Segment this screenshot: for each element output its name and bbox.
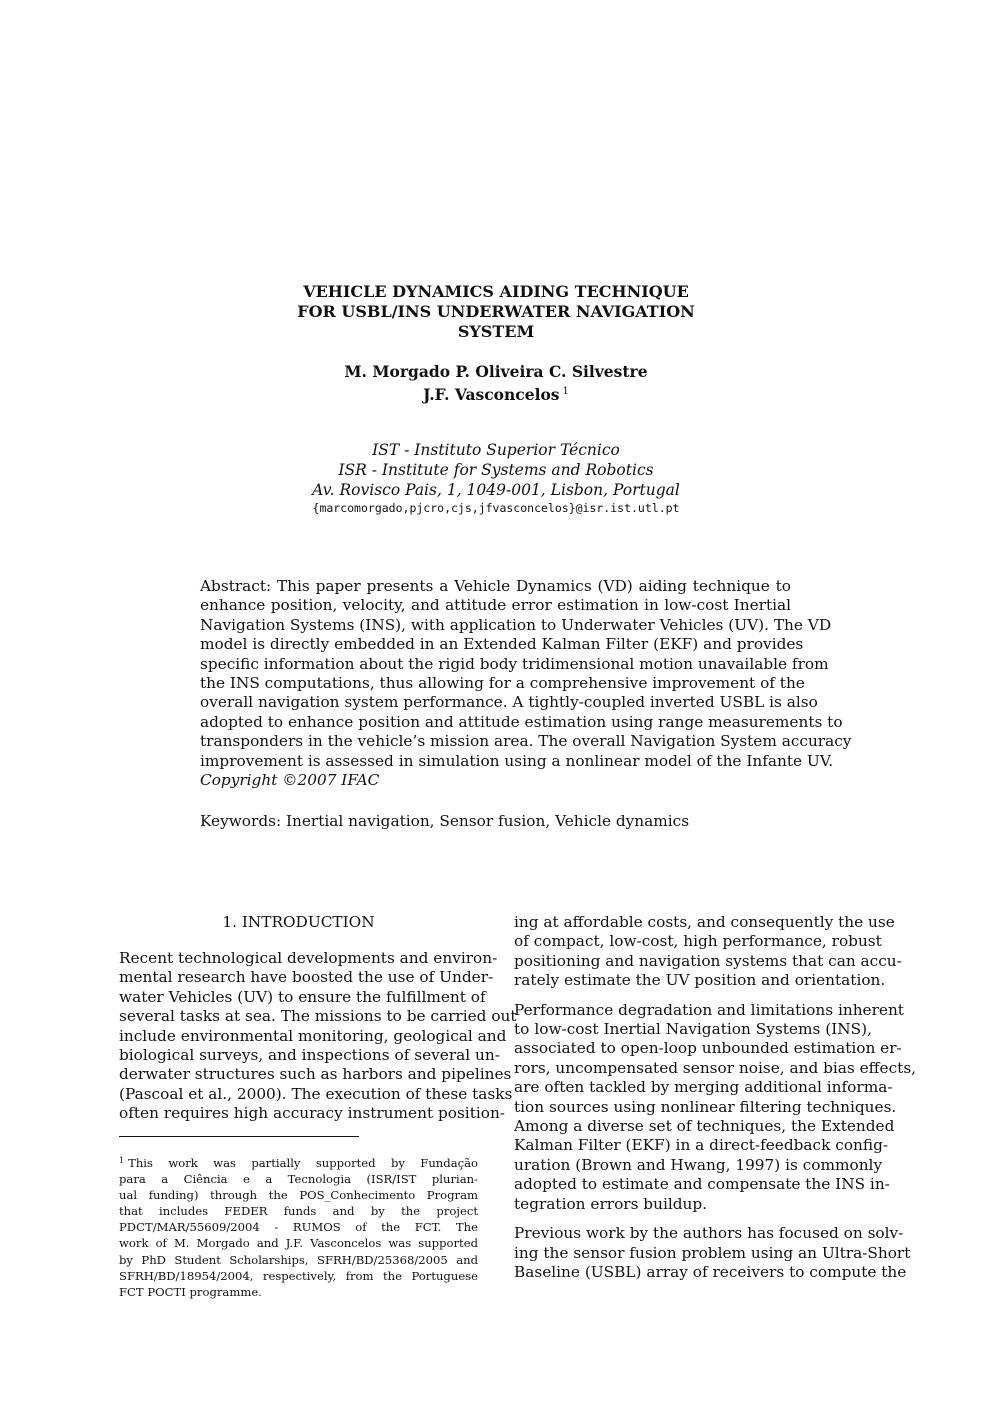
footnote bbox=[119, 1153, 478, 1300]
paragraph-gap bbox=[514, 991, 872, 1001]
author-name: J.F. Vasconcelos bbox=[423, 385, 560, 404]
body-line: several tasks at sea. The missions to be carried out bbox=[119, 1007, 517, 1026]
footnote-line: by PhD Student Scholarships, SFRH/BD/25368/2005 and bbox=[119, 1252, 478, 1267]
abstract-line: improvement is assessed in simulation using a nonlinear model of the Infante UV. bbox=[200, 751, 834, 770]
body-line: often requires high accuracy instrument position- bbox=[119, 1104, 505, 1123]
abstract bbox=[200, 577, 852, 790]
footnote-line: SFRH/BD/18954/2004, respectively, from the Portuguese bbox=[119, 1268, 478, 1283]
abstract-line: overall navigation system performance. A tightly-coupled inverted USBL is also bbox=[200, 693, 818, 712]
footnote-mark: 1 bbox=[119, 1156, 125, 1165]
footnote-rule bbox=[119, 1136, 359, 1137]
abstract-line: transponders in the vehicle’s mission area. The overall Navigation System accuracy bbox=[200, 732, 852, 751]
author-line: M. Morgado P. Oliveira C. Silvestre bbox=[344, 362, 648, 381]
paper-title bbox=[200, 282, 792, 342]
footnote-line: FCT POCTI programme. bbox=[119, 1284, 262, 1299]
affiliation-block bbox=[200, 440, 792, 500]
title-line: FOR USBL/INS UNDERWATER NAVIGATION bbox=[297, 302, 695, 321]
abstract-line: adopted to enhance position and attitude estimation using range measurements to bbox=[200, 712, 843, 731]
section-heading-introduction: 1. INTRODUCTION bbox=[222, 913, 375, 931]
affiliation-line: IST - Instituto Superior Técnico bbox=[372, 441, 620, 459]
abstract-line: Abstract: This paper presents a Vehicle Dynamics (VD) aiding technique to bbox=[200, 577, 791, 595]
body-line: are often tackled by merging additional informa- bbox=[514, 1078, 893, 1097]
body-line: tion sources using nonlinear filtering techniques. bbox=[514, 1097, 897, 1116]
body-line: rors, uncompensated sensor noise, and bias effects, bbox=[514, 1058, 917, 1077]
body-line: Previous work by the authors has focused on solv- bbox=[514, 1224, 904, 1243]
body-line: mental research have boosted the use of Under- bbox=[119, 968, 494, 987]
body-line: Kalman Filter (EKF) in a direct-feedback config- bbox=[514, 1136, 889, 1155]
body-line: biological surveys, and inspections of several un- bbox=[119, 1046, 500, 1065]
right-column bbox=[514, 913, 917, 1282]
body-line: ing the sensor fusion problem using an Ultra-Short bbox=[514, 1243, 911, 1262]
body-line: ing at affordable costs, and consequently the use bbox=[514, 913, 895, 931]
body-line: include environmental monitoring, geological and bbox=[119, 1026, 507, 1045]
footnote-line: that includes FEDER funds and by the project bbox=[119, 1204, 478, 1219]
body-line: Baseline (USBL) array of receivers to compute the bbox=[514, 1262, 907, 1281]
body-line: rately estimate the UV position and orientation. bbox=[514, 971, 886, 990]
footnote-line: work of M. Morgado and J.F. Vasconcelos was supported bbox=[119, 1236, 478, 1251]
left-column-paragraph bbox=[119, 949, 517, 1124]
abstract-line: model is directly embedded in an Extended Kalman Filter (EKF) and provides bbox=[200, 635, 804, 654]
footnote-mark: 1 bbox=[562, 386, 569, 397]
title-line: VEHICLE DYNAMICS AIDING TECHNIQUE bbox=[303, 282, 689, 301]
title-line: SYSTEM bbox=[457, 322, 535, 341]
body-line: (Pascoal et al., 2000). The execution of these tasks bbox=[119, 1084, 513, 1103]
abstract-line: specific information about the rigid body tridimensional motion unavailable from bbox=[200, 654, 829, 673]
footnote-line: para a Ciência e a Tecnologia (ISR/IST plurian- bbox=[119, 1172, 478, 1187]
body-line: to low-cost Inertial Navigation Systems (INS), bbox=[514, 1020, 872, 1039]
body-line: tegration errors buildup. bbox=[514, 1194, 708, 1213]
abstract-line: the INS computations, thus allowing for a comprehensive improvement of the bbox=[200, 674, 805, 693]
body-line: positioning and navigation systems that can accu- bbox=[514, 951, 902, 970]
author-block bbox=[200, 362, 792, 405]
paragraph-gap bbox=[514, 1214, 872, 1224]
body-line: Among a diverse set of techniques, the Extended bbox=[514, 1117, 895, 1136]
body-line: adopted to estimate and compensate the INS in- bbox=[514, 1175, 890, 1194]
body-line: Performance degradation and limitations inherent bbox=[514, 1000, 904, 1019]
footnote-line: ual funding) through the POS_Conhecimento Program bbox=[119, 1188, 478, 1203]
abstract-line: enhance position, velocity, and attitude error estimation in low-cost Inertial bbox=[200, 596, 791, 615]
body-line: of compact, low-cost, high performance, robust bbox=[514, 932, 882, 951]
body-line: Recent technological developments and environ- bbox=[119, 949, 498, 967]
keywords: Keywords: Inertial navigation, Sensor fusion, Vehicle dynamics bbox=[200, 812, 690, 830]
affiliation-line: ISR - Institute for Systems and Robotics bbox=[338, 461, 654, 479]
affiliation-line: Av. Rovisco Pais, 1, 1049-001, Lisbon, Portugal bbox=[312, 481, 680, 499]
body-line: associated to open-loop unbounded estimation er- bbox=[514, 1039, 902, 1058]
author-line bbox=[200, 382, 792, 405]
copyright-notice: Copyright ©2007 IFAC bbox=[200, 771, 380, 790]
footnote-line: PDCT/MAR/55609/2004 - RUMOS of the FCT. The bbox=[119, 1220, 478, 1235]
body-line: derwater structures such as harbors and pipelines bbox=[119, 1065, 512, 1084]
body-line: uration (Brown and Hwang, 1997) is commonly bbox=[514, 1155, 883, 1174]
body-line: water Vehicles (UV) to ensure the fulfillment of bbox=[119, 987, 486, 1006]
footnote-line bbox=[119, 1153, 478, 1171]
abstract-line: Navigation Systems (INS), with application to Underwater Vehicles (UV). The VD bbox=[200, 615, 832, 634]
author-emails: {marcomorgado,pjcro,cjs,jfvasconcelos}@isr.ist.utl.pt bbox=[312, 501, 680, 515]
footnote-text: This work was partially supported by Fundação bbox=[128, 1156, 478, 1170]
